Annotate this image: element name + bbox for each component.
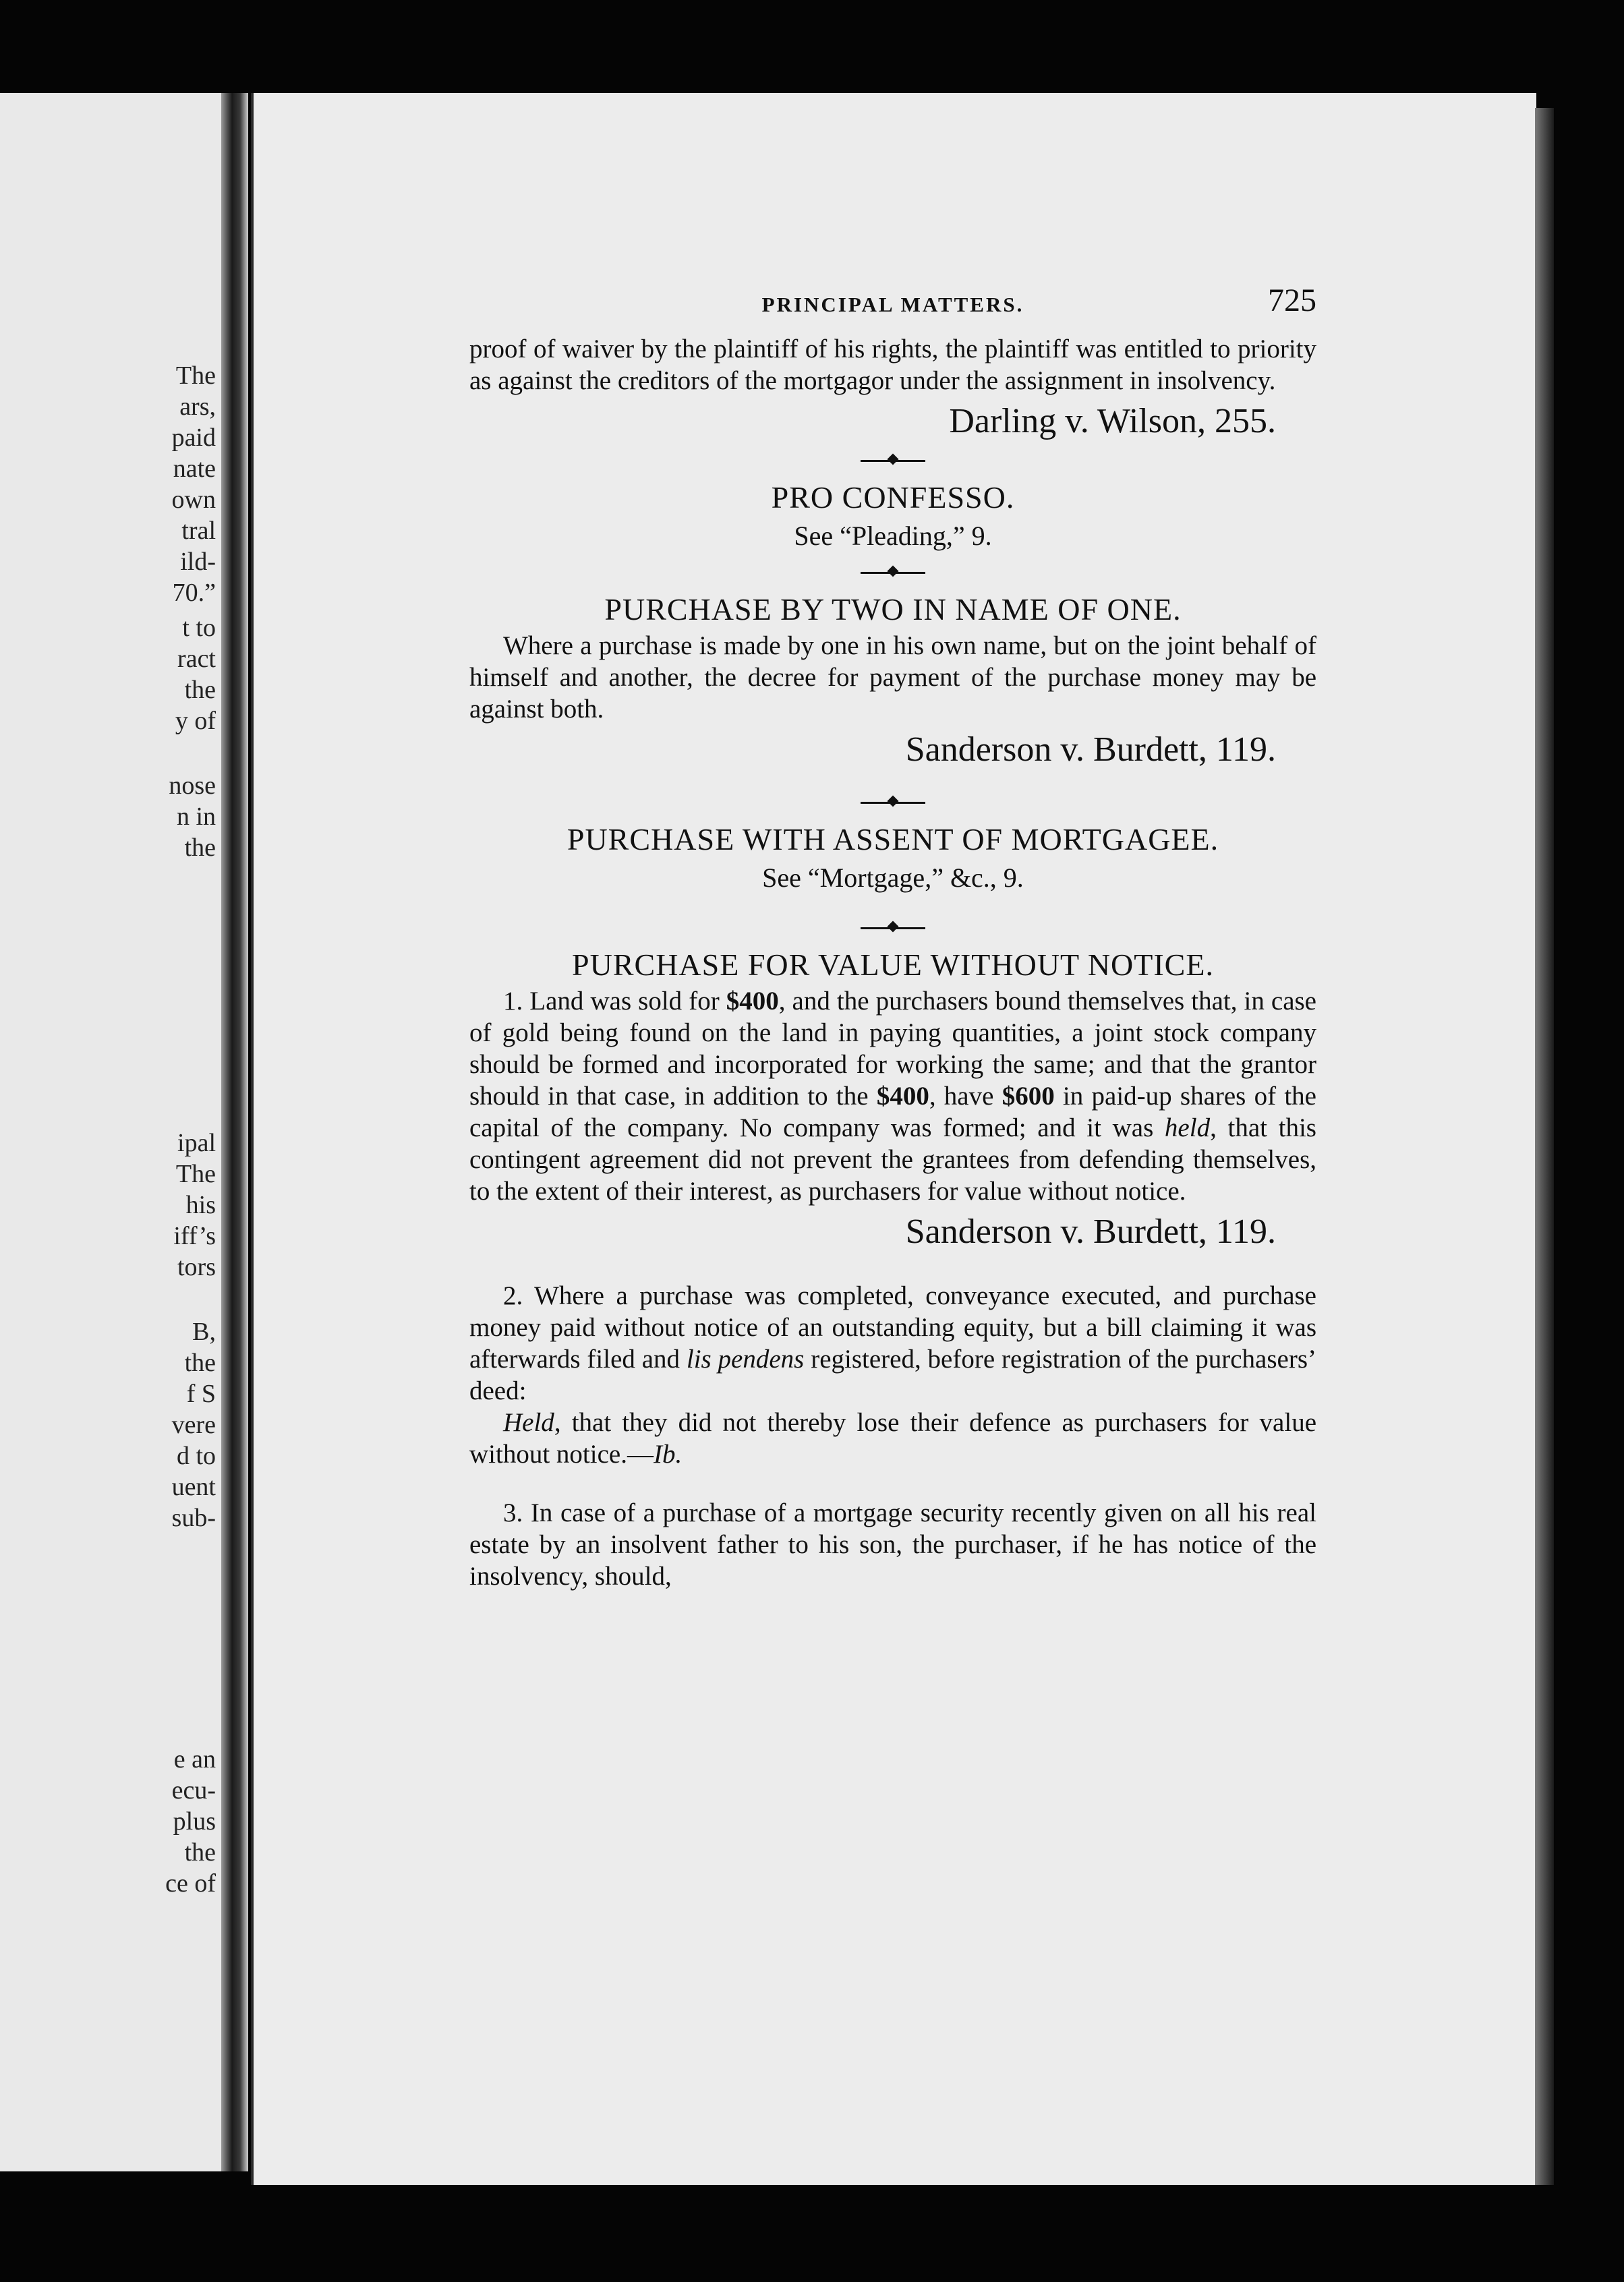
page-number: 725 — [1268, 283, 1316, 318]
left-page-fragment: the — [184, 833, 216, 862]
entry-paragraph-1 — [469, 985, 1316, 1207]
italic-term: held — [1164, 1113, 1211, 1142]
cross-reference: See “Mortgage,” &c., 9. — [762, 862, 1024, 893]
amount: $400 — [726, 987, 779, 1016]
cross-reference: See “Pleading,” 9. — [794, 521, 992, 551]
book-gutter — [221, 93, 248, 2171]
case-citation: Sanderson v. Burdett, 119. — [905, 730, 1276, 769]
section-divider — [469, 784, 1316, 819]
left-page-fragment: the — [184, 1349, 216, 1377]
left-page-fragment: ild- — [180, 548, 216, 576]
italic-term: Held — [503, 1408, 554, 1437]
left-page-fragment: ce of — [165, 1869, 216, 1898]
page-edge-shadow — [1535, 108, 1554, 2185]
text-run: registered, before registration of the purchasers’ deed: — [469, 1345, 1317, 1405]
text-run: , and the purchasers bound themselves that, in case of gold being found on the land in paying quantities, a joint stock company should be formed and incorporated for working the same; and that the grantor should in that case, in addition to the — [469, 987, 1316, 1111]
entry-paragraph-3: 3. In case of a purchase of a mortgage security recently given on all his real estate by an insolvent father to his son, the purchaser, if he has notice of the insolvency, should, — [469, 1498, 1316, 1591]
left-page-fragment: the — [184, 1838, 216, 1867]
left-page-fragment: tral — [181, 517, 216, 545]
heading-purchase-by-two: PURCHASE BY TWO IN NAME OF ONE. — [604, 592, 1182, 626]
left-page-fragment: t to — [182, 614, 216, 642]
entry-holding — [469, 1407, 1316, 1470]
italic-term: lis pendens — [686, 1345, 805, 1374]
left-page-fragment: ract — [177, 645, 216, 673]
left-page-fragment: paid — [171, 423, 216, 452]
left-page-fragment: 70.” — [172, 579, 216, 607]
left-page-fragment: e an — [173, 1745, 216, 1774]
entry-text: Where a purchase is made by one in his own name, but on the joint behalf of himself and another, the decree for payment of the purchase money may be against both. — [469, 631, 1316, 724]
text-run: 1. Land was sold for — [503, 987, 726, 1016]
entry-paragraph-2 — [469, 1280, 1316, 1407]
left-page-fragment: tors — [177, 1253, 216, 1281]
section-divider — [469, 554, 1316, 589]
text-run: , have — [929, 1082, 1002, 1111]
left-page-fragment: iff’s — [173, 1222, 216, 1250]
left-page-fragment: the — [184, 676, 216, 704]
case-citation: Darling v. Wilson, 255. — [949, 402, 1276, 440]
amount: $600 — [1002, 1082, 1055, 1111]
heading-pro-confesso: PRO CONFESSO. — [771, 480, 1015, 515]
left-page-fragment: own — [171, 486, 216, 514]
ibid: Ib. — [653, 1440, 683, 1469]
page-content — [469, 279, 1316, 1592]
left-page-fragment: f S — [186, 1380, 216, 1408]
text-run: 2. Where a purchase was completed, conveyance executed, and purchase money paid without notice of an outstanding equity, but a bill claiming it was afterwards filed and — [469, 1281, 1316, 1374]
heading-purchase-with-assent: PURCHASE WITH ASSENT OF MORTGAGEE. — [567, 822, 1219, 856]
heading-purchase-for-value: PURCHASE FOR VALUE WITHOUT NOTICE. — [572, 947, 1214, 982]
running-head — [469, 279, 1316, 333]
amount: $400 — [876, 1082, 929, 1111]
left-page-fragment: n in — [176, 802, 216, 831]
section-divider — [469, 910, 1316, 945]
main-page — [251, 93, 1536, 2185]
running-title: PRINCIPAL MATTERS. — [761, 293, 1024, 316]
left-page-fragment: d to — [176, 1442, 216, 1470]
text-run: , that this contingent agreement did not prevent the grantees from defending themselves, to the extent of their interest, as purchasers for value without notice. — [469, 1113, 1316, 1206]
left-page — [0, 93, 221, 2171]
left-page-fragment: ecu- — [171, 1776, 216, 1805]
left-page-fragment: sub- — [171, 1504, 216, 1532]
left-page-fragment: nose — [169, 771, 216, 800]
left-page-fragment: y of — [175, 707, 216, 735]
left-page-fragment: ipal — [177, 1129, 216, 1157]
case-citation: Sanderson v. Burdett, 119. — [905, 1212, 1276, 1251]
continuation-text: proof of waiver by the plaintiff of his rights, the plaintiff was entitled to priority as against the creditors of the mortgagor under the assignment in insolvency. — [469, 334, 1316, 395]
left-page-fragment: nate — [173, 455, 216, 483]
left-page-fragment: his — [185, 1191, 216, 1219]
left-page-fragment: The — [175, 1160, 216, 1188]
left-page-fragment: The — [175, 361, 216, 390]
left-page-fragment: vere — [171, 1411, 216, 1439]
text-run: in paid-up shares of the capital of the company. No company was formed; and it was — [469, 1082, 1316, 1142]
left-page-fragment: B, — [192, 1318, 216, 1346]
left-page-fragment: plus — [173, 1807, 216, 1836]
left-page-fragment: uent — [171, 1473, 216, 1501]
left-page-fragment: ars, — [179, 392, 216, 421]
section-divider — [469, 442, 1316, 477]
text-run: , that they did not thereby lose their defence as purchasers for value without notice.— — [469, 1408, 1316, 1469]
